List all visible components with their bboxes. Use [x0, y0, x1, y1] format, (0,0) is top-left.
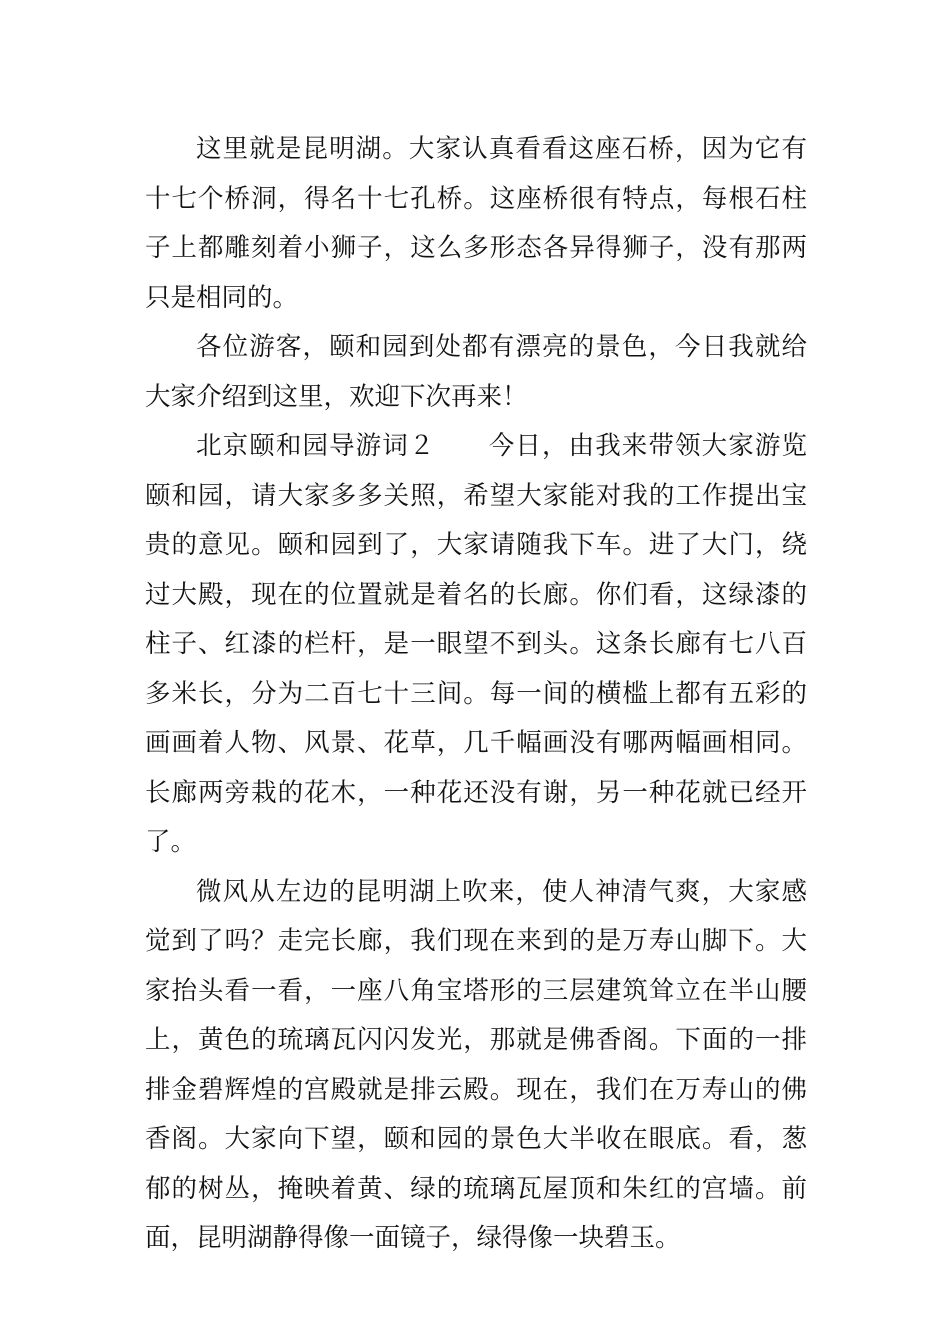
document-body	[145, 125, 807, 1264]
paragraph-farewell: 各位游客，颐和园到处都有漂亮的景色，今日我就给大家介绍到这里，欢迎下次再来！	[145, 332, 807, 412]
paragraph-guide-2-long-corridor: 北京颐和园导游词２ 今日，由我来带领大家游览颐和园，请大家多多关照，希望大家能对我的工作提出宝贵的意见。颐和园到了，大家请随我下车。进了大门，绕过大殿，现在的位置就是着名的长廊。你们看，这绿漆的柱子、红漆的栏杆，是一眼望不到头。这条长廊有七八百多米长，分为二百七十三间。每一间的横槛上都有五彩的画画着人物、风景、花草，几千幅画没有哪两幅画相同。长廊两旁栽的花木，一种花还没有谢，另一种花就已经开了。	[145, 431, 807, 857]
paragraph-longevity-hill: 微风从左边的昆明湖上吹来，使人神清气爽，大家感觉到了吗？走完长廊，我们现在来到的是万寿山脚下。大家抬头看一看，一座八角宝塔形的三层建筑耸立在半山腰上，黄色的琉璃瓦闪闪发光，那就是佛香阁。下面的一排排金碧辉煌的宫殿就是排云殿。现在，我们在万寿山的佛香阁。大家向下望，颐和园的景色大半收在眼底。看，葱郁的树丛，掩映着黄、绿的琉璃瓦屋顶和朱红的宫墙。前面，昆明湖静得像一面镜子，绿得像一块碧玉。	[145, 876, 807, 1253]
paragraph-kunming-lake: 这里就是昆明湖。大家认真看看这座石桥，因为它有十七个桥洞，得名十七孔桥。这座桥很有特点，每根石柱子上都雕刻着小狮子，这么多形态各异得狮子，没有那两只是相同的。	[145, 134, 807, 313]
